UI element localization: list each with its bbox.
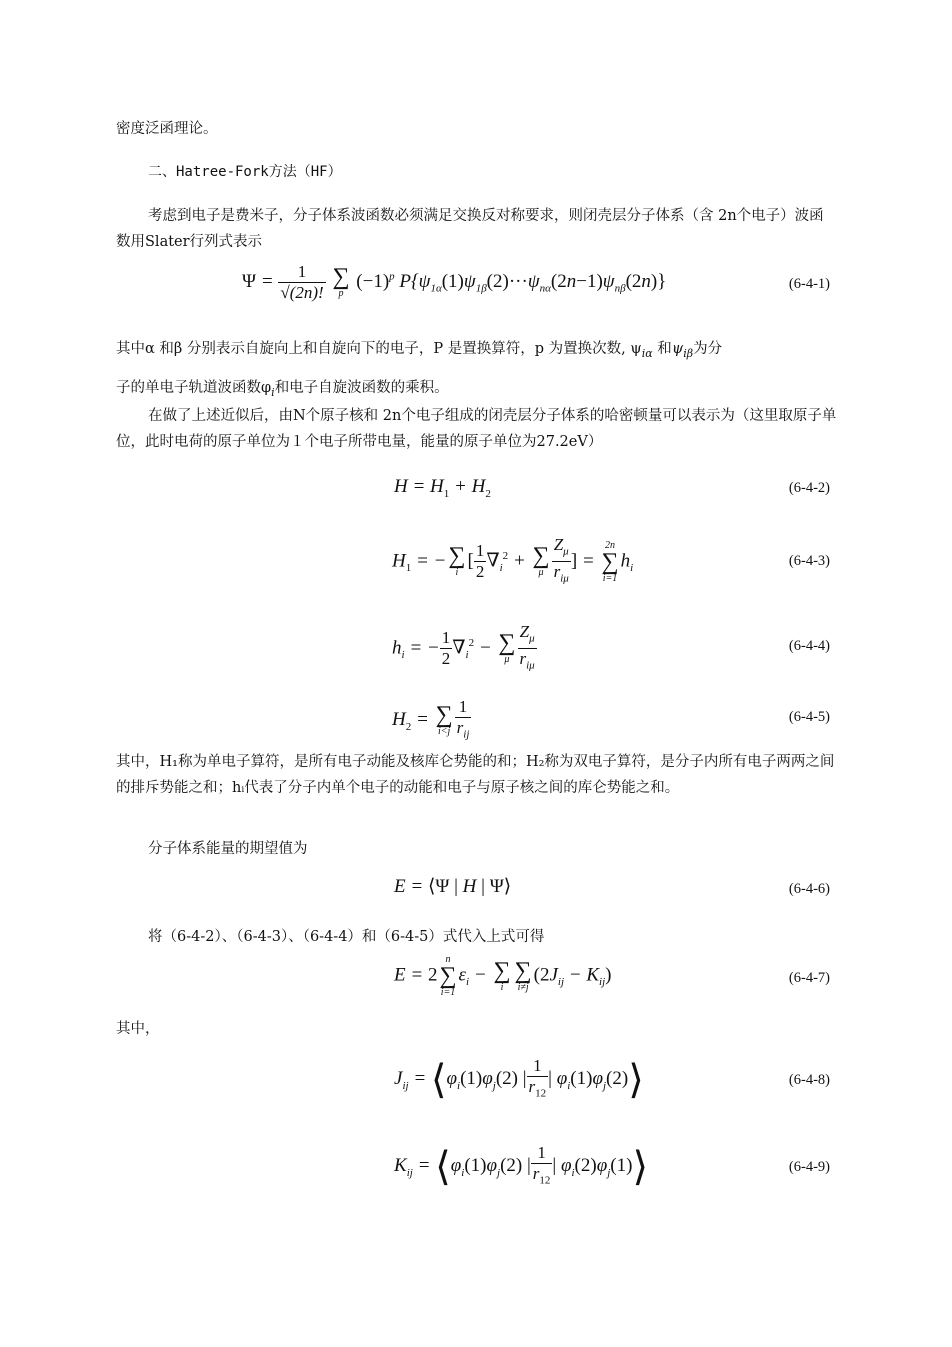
paragraph-4: 其中，H₁称为单电子算符，是所有电子动能及核库仑势能的和；H₂称为双电子算符，是分子内所有电子两两之间的排斥势能之和；hᵢ代表了分子内单个电子的动能和电子与原子核之间的库仑势能之和。 — [116, 754, 835, 796]
eq-number: (6-4-8) — [788, 1072, 830, 1088]
para2-text-b: 子的单电子轨道波函数φ — [116, 380, 272, 396]
eq-number: (6-4-5) — [788, 709, 830, 725]
equation-6-4-8: $J_{ij}$ = $⟨\varphi_i(1)\varphi_j(2)$ | $\frac{1}{r_{12}}$ | $\varphi_i(1)\varphi_j(2)⟩$ (6-4-8) — [394, 1056, 830, 1103]
equation-6-4-1: Ψ = $\frac{1}{√(2n)!}$ ∑ p $(-1)^p$ $P\{\psi_{1\alpha}(1)\psi_{1\beta}(2)\cdot\cdot\cdot\psi_{n\alpha}(2n-1)\psi_{n\beta}(2n)\}$ (6-4-1) — [242, 262, 830, 302]
section-heading: 二、Hatree-Fork方法（HF） — [148, 164, 342, 180]
eq-number: (6-4-1) — [788, 276, 830, 292]
eq-number: (6-4-7) — [788, 970, 830, 986]
equation-6-4-5: $H_2$ = ∑ i<j $\frac{1}{r_{ij}}$ (6-4-5) — [116, 697, 838, 747]
paragraph-6: 将（6-4-2）、（6-4-3）、（6-4-4）和（6-4-5）式代入上式可得 — [148, 929, 545, 945]
equation-6-4-3: $H_1$ = − ∑ i [ $\frac{1}{2}$ $\nabla_i^2$ + ∑ μ $\frac{Z_\mu}{r_{i\mu}}$ ] = 2n ∑ i=1 $h_i$ (6-4-3) — [116, 535, 838, 590]
eq-number: (6-4-3) — [788, 553, 830, 569]
eq-number: (6-4-6) — [788, 881, 830, 897]
top-line: 密度泛函理论。 — [116, 121, 218, 137]
paragraph-2-cont: 子的单电子轨道波函数$\varphi_i$和电子自旋波函数的乘积。 — [116, 380, 449, 399]
eq-number: (6-4-4) — [788, 638, 830, 654]
eq-number: (6-4-9) — [788, 1159, 830, 1175]
paragraph-3: 在做了上述近似后，由N个原子核和 2n个电子组成的闭壳层分子体系的哈密顿量可以表示为（这里取原子单位，此时电荷的原子单位为１个电子所带电量，能量的原子单位为27.2eV） — [116, 408, 837, 450]
para2-text-a: 其中α 和β 分别表示自旋向上和自旋向下的电子，P 是置换算符，p 为置换次数, ψ — [116, 341, 642, 357]
paragraph-2: 其中α 和β 分别表示自旋向上和自旋向下的电子，P 是置换算符，p 为置换次数, $\psi_{i\alpha}$ 和$\psi_{i\beta}$为分 — [116, 341, 723, 360]
paragraph-5: 分子体系能量的期望值为 — [148, 841, 308, 857]
para2-text-c: 和电子自旋波函数的乘积。 — [274, 380, 449, 396]
paragraph-7: 其中， — [116, 1021, 160, 1037]
equation-6-4-9: $K_{ij}$ = $⟨\varphi_i(1)\varphi_j(2)$ | $\frac{1}{r_{12}}$ | $\varphi_i(2)\varphi_j(1)⟩$ (6-4-9) — [394, 1143, 830, 1190]
paragraph-1: 考虑到电子是费米子，分子体系波函数必须满足交换反对称要求，则闭壳层分子体系（含 2n个电子）波函数用Slater行列式表示 — [116, 208, 824, 250]
eq-number: (6-4-2) — [788, 480, 830, 496]
equation-6-4-2: $H = H_1 + H_2$ (6-4-2) — [394, 476, 830, 500]
equation-6-4-6: E = ⟨Ψ | H | Ψ⟩ (6-4-6) — [394, 876, 830, 897]
equation-6-4-4: $h_i$ = − $\frac{1}{2}$ $\nabla_i^2$ − ∑ μ $\frac{Z_\mu}{r_{i\mu}}$ (6-4-4) — [116, 622, 838, 677]
equation-6-4-7: E = 2 n ∑ i=1 $\varepsilon_i$ − ∑ i ∑ i≠j $(2J_{ij} - K_{ij})$ (6-4-7) — [394, 954, 830, 998]
